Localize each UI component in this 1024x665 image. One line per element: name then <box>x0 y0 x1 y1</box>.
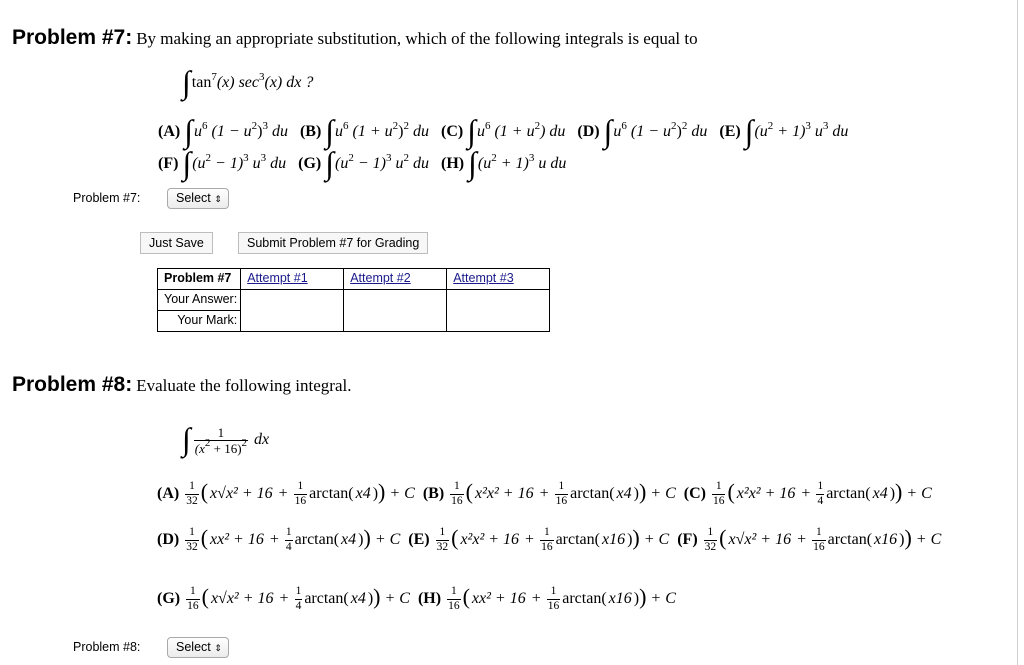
option-exp: 2 <box>403 120 409 132</box>
integral-sign: ∫ <box>182 145 192 181</box>
fraction-denominator: 4 <box>623 485 632 503</box>
option-exp: 2 <box>392 120 399 132</box>
fraction-numerator: 1 <box>436 527 450 541</box>
option-term: (u <box>477 155 492 172</box>
problem-7-header <box>12 26 698 50</box>
fraction-numerator: 1 <box>185 527 199 541</box>
fraction-numerator: 1 <box>540 527 554 541</box>
option-exp: 3 <box>805 120 811 132</box>
arctan-arg-fraction <box>874 532 897 548</box>
fraction-denominator: 16 <box>451 494 463 507</box>
integrand-fraction <box>194 426 248 455</box>
fraction-denominator: x² + 16 <box>486 485 534 503</box>
option-label: (C) <box>683 485 706 502</box>
option-label: (B) <box>299 123 322 140</box>
option-term: u <box>391 155 404 172</box>
den-exp: 2 <box>204 436 211 449</box>
fraction-denominator: x² + 16 <box>472 531 520 549</box>
fraction-denominator: 32 <box>186 540 198 553</box>
coefficient-fraction <box>294 481 308 507</box>
option-label: (E) <box>408 531 430 548</box>
right-paren: ) <box>895 479 903 504</box>
fraction-denominator: 16 <box>555 494 568 507</box>
option-term: u du <box>534 155 567 172</box>
option-label: (E) <box>719 123 741 140</box>
option-exp: 3 <box>262 120 268 132</box>
option-b <box>299 113 429 149</box>
option-exp: 2 <box>403 152 409 164</box>
integral-sign: ∫ <box>468 145 477 181</box>
option-term: (1 − u <box>207 123 252 140</box>
fraction-numerator: 1 <box>294 481 308 495</box>
arctan-text: arctan <box>562 590 602 607</box>
fraction-numerator: 1 <box>816 481 824 495</box>
option-c <box>440 113 566 149</box>
attempt-3-link[interactable]: Attempt #3 <box>453 271 514 285</box>
term-fraction <box>211 591 274 607</box>
fraction-denominator: √x² + 16 <box>218 590 274 608</box>
attempts-table <box>157 268 550 332</box>
right-paren: ) <box>639 584 647 609</box>
fraction-numerator: 1 <box>450 481 464 495</box>
table-corner-label: Problem #7 <box>164 271 232 285</box>
attempt-1-cell <box>241 290 344 332</box>
option-term: u <box>476 123 485 140</box>
right-paren: ) <box>632 525 640 550</box>
attempt-1-link[interactable]: Attempt #1 <box>247 271 308 285</box>
plus-c: + C <box>650 485 676 502</box>
coefficient-fraction <box>540 527 554 553</box>
arctan-text: arctan <box>555 531 595 548</box>
option-exp: 2 <box>681 120 688 132</box>
term-fraction <box>210 532 264 548</box>
option-label: (D) <box>157 531 180 548</box>
fraction-denominator: 16 <box>547 599 560 612</box>
problem-8-integrand <box>182 415 269 455</box>
fraction-denominator: x² + 16 <box>217 531 264 549</box>
fraction-numerator: x <box>341 531 349 549</box>
fraction-numerator: 1 <box>447 586 461 600</box>
option-exp: 3 <box>528 152 535 164</box>
fraction-denominator: 4 <box>362 485 371 503</box>
fraction-denominator: √x² + 16 <box>735 531 792 549</box>
table-row <box>158 290 550 311</box>
option-exp: 6 <box>484 120 491 132</box>
option-exp: 3 <box>822 120 829 132</box>
fraction-numerator: x <box>210 485 218 503</box>
option-h <box>440 145 567 181</box>
option-b: (B) $\frac{1}{16}$ ( x²x² + 16 + $\frac{1}{16}$ arctan( x4 )) + C <box>422 479 676 507</box>
your-mark-label: Your Mark: <box>158 311 241 332</box>
option-term: − 1) <box>211 155 244 172</box>
option-label: (F) <box>677 531 698 548</box>
left-paren: ( <box>200 525 209 550</box>
fraction-numerator: x² <box>474 485 487 503</box>
problem-8-heading: Problem #8: <box>12 373 133 396</box>
den-term: + 16) <box>210 440 242 456</box>
fraction-numerator: x² <box>460 531 473 549</box>
option-label: (H) <box>417 590 442 607</box>
option-label: (G) <box>298 155 322 172</box>
option-term: du <box>408 123 429 140</box>
option-term: ) du <box>540 123 566 140</box>
problem-8-question: Evaluate the following integral. <box>136 376 352 395</box>
option-term: (1 + u <box>348 123 393 140</box>
plus-c: + C <box>389 485 415 502</box>
plus-c: + C <box>915 531 942 548</box>
arctan-arg-fraction <box>609 591 632 607</box>
fraction-numerator: 1 <box>186 586 200 600</box>
option-exp: 3 <box>385 152 392 164</box>
fraction-numerator: x <box>355 485 363 503</box>
option-term: + 1) <box>773 123 806 140</box>
option-label: (C) <box>440 123 464 140</box>
coefficient-fraction <box>447 586 461 612</box>
option-term: du <box>828 123 849 140</box>
option-term: ) <box>676 123 682 140</box>
option-term: u <box>248 155 261 172</box>
fraction-denominator: 32 <box>436 540 449 553</box>
your-answer-label: Your Answer: <box>158 290 241 311</box>
fraction-numerator: 1 <box>712 481 726 495</box>
problem-7-integrand <box>182 58 314 100</box>
option-label: (D) <box>577 123 600 140</box>
den-term: (x <box>194 440 205 456</box>
fraction-numerator: 1 <box>285 527 293 541</box>
option-term: u <box>810 123 823 140</box>
arctan-text: arctan <box>304 590 344 607</box>
select-updown-icon: ⇕ <box>214 194 222 204</box>
coefficient-fraction <box>816 481 824 507</box>
problem-7-heading: Problem #7: <box>12 26 133 49</box>
fraction-denominator: x² + 16 <box>748 485 796 503</box>
left-paren: ( <box>465 479 473 504</box>
option-term: du <box>266 155 287 172</box>
option-e: (E) $\frac{1}{32}$ ( x²x² + 16 + $\frac{1}{16}$ arctan( x16 )) + C <box>408 525 670 553</box>
option-exp: 3 <box>243 152 249 164</box>
fraction-denominator: 16 <box>187 599 199 612</box>
integrand-text: (x) sec <box>216 74 259 91</box>
option-exp: 2 <box>205 152 212 164</box>
arctan-arg-fraction <box>617 486 632 502</box>
option-e <box>719 113 849 149</box>
option-label: (A) <box>158 123 181 140</box>
fraction-denominator <box>194 436 248 456</box>
term-fraction <box>737 486 796 502</box>
problem-8-answer-select[interactable] <box>167 637 229 658</box>
fraction-numerator: x <box>210 590 219 608</box>
den-exp: 2 <box>241 436 248 449</box>
fraction-numerator: 1 <box>704 527 718 541</box>
left-paren: ( <box>462 584 470 609</box>
fraction-denominator: 16 <box>881 531 898 549</box>
option-term: (u <box>335 155 349 172</box>
option-exp: 6 <box>343 120 349 132</box>
arctan-arg-fraction <box>341 532 356 548</box>
right-paren: ) <box>378 479 386 504</box>
option-term: (u <box>192 155 206 172</box>
option-g: (G) $\frac{1}{16}$ ( x√x² + 16 + $\frac{1}{4}$ arctan( x4 )) + C <box>157 584 410 612</box>
attempt-1-header[interactable] <box>241 269 344 290</box>
plus-c: + C <box>374 531 401 548</box>
coefficient-fraction <box>186 586 200 612</box>
coefficient-fraction <box>436 527 450 553</box>
table-corner <box>158 269 241 290</box>
problem-8-options-row-1 <box>157 478 932 507</box>
option-term: ) <box>257 123 263 140</box>
integrand-text: (x) dx ? <box>264 74 314 91</box>
integral-sign: ∫ <box>325 113 335 149</box>
fraction-denominator: 16 <box>813 540 825 553</box>
just-save-button[interactable]: Just Save <box>140 232 213 254</box>
option-g <box>298 145 429 181</box>
attempt-2-header[interactable] <box>344 269 447 290</box>
attempt-3-cell <box>447 290 550 332</box>
fraction-denominator: 16 <box>294 494 307 507</box>
fraction-denominator: x² + 16 <box>479 590 526 608</box>
problem-8-select-label: Problem #8: <box>73 640 141 654</box>
coefficient-fraction <box>185 527 199 553</box>
fraction-numerator: x <box>471 590 479 608</box>
fraction-numerator: 1 <box>812 527 826 541</box>
fraction-denominator: 4 <box>817 494 824 507</box>
option-exp: 2 <box>251 120 258 132</box>
integrand-exponent: 3 <box>259 71 265 83</box>
problem-7-answer-select[interactable] <box>167 188 229 209</box>
option-term: du <box>687 123 708 140</box>
arctan-arg-fraction <box>873 486 888 502</box>
fraction-numerator: x <box>210 531 218 549</box>
problem-8-options-row-2 <box>157 524 941 553</box>
integral-sign: ∫ <box>325 145 335 181</box>
problem-7-select-label: Problem #7: <box>73 191 141 205</box>
fraction-denominator: 32 <box>704 540 717 553</box>
option-exp: 2 <box>348 152 354 164</box>
coefficient-fraction <box>547 586 561 612</box>
fraction-numerator: 1 <box>194 426 248 441</box>
fraction-denominator: 4 <box>879 485 888 503</box>
attempt-3-header[interactable] <box>447 269 550 290</box>
integral-sign: ∫ <box>182 64 191 100</box>
option-term: (1 − u <box>626 123 672 140</box>
option-term: (u <box>754 123 768 140</box>
option-term: u <box>613 123 622 140</box>
option-label: (B) <box>422 485 445 502</box>
problem-7-question: By making an appropriate substitution, which of the following integrals is equal to <box>136 29 698 48</box>
right-paren: ) <box>373 584 381 609</box>
integrand-exponent: 7 <box>211 71 217 83</box>
arctan-arg-fraction <box>356 486 371 502</box>
fraction-denominator: 32 <box>186 494 198 507</box>
arctan-text: arctan <box>570 485 610 502</box>
select-value: Select <box>176 191 211 205</box>
coefficient-fraction <box>712 481 726 507</box>
integral-sign: ∫ <box>467 113 476 149</box>
arctan-text: arctan <box>827 531 867 548</box>
fraction-numerator: x <box>872 485 880 503</box>
left-paren: ( <box>719 525 727 550</box>
plus-c: + C <box>650 590 676 607</box>
term-fraction <box>472 591 526 607</box>
option-exp: 2 <box>534 120 541 132</box>
fraction-denominator: 16 <box>448 599 460 612</box>
option-exp: 2 <box>767 120 774 132</box>
fraction-numerator: x² <box>736 485 749 503</box>
option-term: du <box>408 155 429 172</box>
integral-sign: ∫ <box>744 113 754 149</box>
fraction-numerator: x <box>601 531 610 549</box>
option-term: u <box>193 123 202 140</box>
arctan-text: arctan <box>309 485 349 502</box>
option-term: − 1) <box>353 155 386 172</box>
coefficient-fraction <box>704 527 718 553</box>
option-d: (D) $\frac{1}{32}$ ( xx² + 16 + $\frac{1}{4}$ arctan( x4 )) + C <box>157 525 401 553</box>
fraction-numerator: x <box>616 485 624 503</box>
fraction-denominator: 4 <box>357 590 366 608</box>
option-label: (G) <box>157 590 181 607</box>
right-paren: ) <box>904 525 912 550</box>
term-fraction <box>728 532 791 548</box>
term-fraction <box>460 532 519 548</box>
integral-sign: ∫ <box>184 113 193 149</box>
attempt-2-cell <box>344 290 447 332</box>
coefficient-fraction <box>285 527 293 553</box>
fraction-denominator: 4 <box>348 531 357 549</box>
option-term: du <box>267 123 288 140</box>
plus-c: + C <box>643 531 670 548</box>
fraction-numerator: 1 <box>295 586 303 600</box>
option-exp: 2 <box>491 152 497 164</box>
option-a: (A) $\frac{1}{32}$ ( x√x² + 16 + $\frac{1}{16}$ arctan( x4 )) + C <box>157 479 415 507</box>
option-c: (C) $\frac{1}{16}$ ( x²x² + 16 + $\frac{1}{4}$ arctan( x4 )) + C <box>683 479 932 507</box>
option-label: (F) <box>158 155 179 172</box>
coefficient-fraction <box>450 481 464 507</box>
problem-8-options-row-3 <box>157 583 676 612</box>
coefficient-fraction <box>295 586 303 612</box>
fraction-denominator: 16 <box>609 531 626 549</box>
right-paren: ) <box>363 525 371 550</box>
plus-c: + C <box>906 485 932 502</box>
submit-problem-7-button[interactable]: Submit Problem #7 for Grading <box>238 232 428 254</box>
option-exp: 2 <box>671 120 677 132</box>
fraction-denominator: 4 <box>295 599 302 612</box>
option-term: (1 + u <box>490 123 535 140</box>
fraction-numerator: x <box>350 590 358 608</box>
option-exp: 6 <box>201 120 208 132</box>
option-f: (F) $\frac{1}{32}$ ( x√x² + 16 + $\frac{1}{16}$ arctan( x16 )) + C <box>677 525 942 553</box>
fraction-denominator: 16 <box>615 590 632 608</box>
arctan-arg-fraction <box>602 532 625 548</box>
fraction-denominator: 16 <box>541 540 553 553</box>
option-term: u <box>335 123 344 140</box>
left-paren: ( <box>451 525 459 550</box>
coefficient-fraction <box>555 481 569 507</box>
term-fraction <box>475 486 534 502</box>
left-paren: ( <box>200 479 209 504</box>
arctan-text: arctan <box>294 531 334 548</box>
fraction-numerator: x <box>874 531 882 549</box>
option-label: (A) <box>157 485 180 502</box>
fraction-numerator: 1 <box>547 586 561 600</box>
integral-sign: ∫ <box>603 113 613 149</box>
integrand-dx: dx <box>250 431 270 448</box>
option-h: (H) $\frac{1}{16}$ ( xx² + 16 + $\frac{1}{16}$ arctan( x16 )) + C <box>417 584 676 612</box>
option-exp: 3 <box>260 152 267 164</box>
problem-8-header <box>12 373 351 397</box>
option-exp: 6 <box>621 120 627 132</box>
left-paren: ( <box>727 479 735 504</box>
option-term: ) <box>398 123 404 140</box>
fraction-denominator: 4 <box>285 540 292 553</box>
fraction-denominator: √x² + 16 <box>217 485 273 503</box>
option-label: (H) <box>440 155 465 172</box>
attempt-2-link[interactable]: Attempt #2 <box>350 271 411 285</box>
page-border-line <box>1017 0 1018 665</box>
right-paren: ) <box>638 479 647 504</box>
arctan-text: arctan <box>826 485 866 502</box>
integral-sign: ∫ <box>182 421 191 457</box>
fraction-denominator: 16 <box>712 494 725 507</box>
fraction-numerator: 1 <box>555 481 569 495</box>
select-updown-icon: ⇕ <box>214 643 222 653</box>
term-fraction <box>210 486 273 502</box>
problem-7-options-row-2 <box>158 139 567 181</box>
fraction-numerator: x <box>728 531 736 549</box>
coefficient-fraction <box>812 527 826 553</box>
fraction-numerator: 1 <box>185 481 199 495</box>
option-d <box>577 113 708 149</box>
integrand-text: tan <box>191 74 212 91</box>
option-a <box>158 113 288 149</box>
option-f <box>158 145 287 181</box>
coefficient-fraction <box>185 481 199 507</box>
option-term: + 1) <box>496 155 529 172</box>
fraction-numerator: x <box>608 590 616 608</box>
select-value: Select <box>176 640 211 654</box>
plus-c: + C <box>384 590 410 607</box>
left-paren: ( <box>201 584 209 609</box>
table-row <box>158 269 550 290</box>
arctan-arg-fraction <box>351 591 366 607</box>
